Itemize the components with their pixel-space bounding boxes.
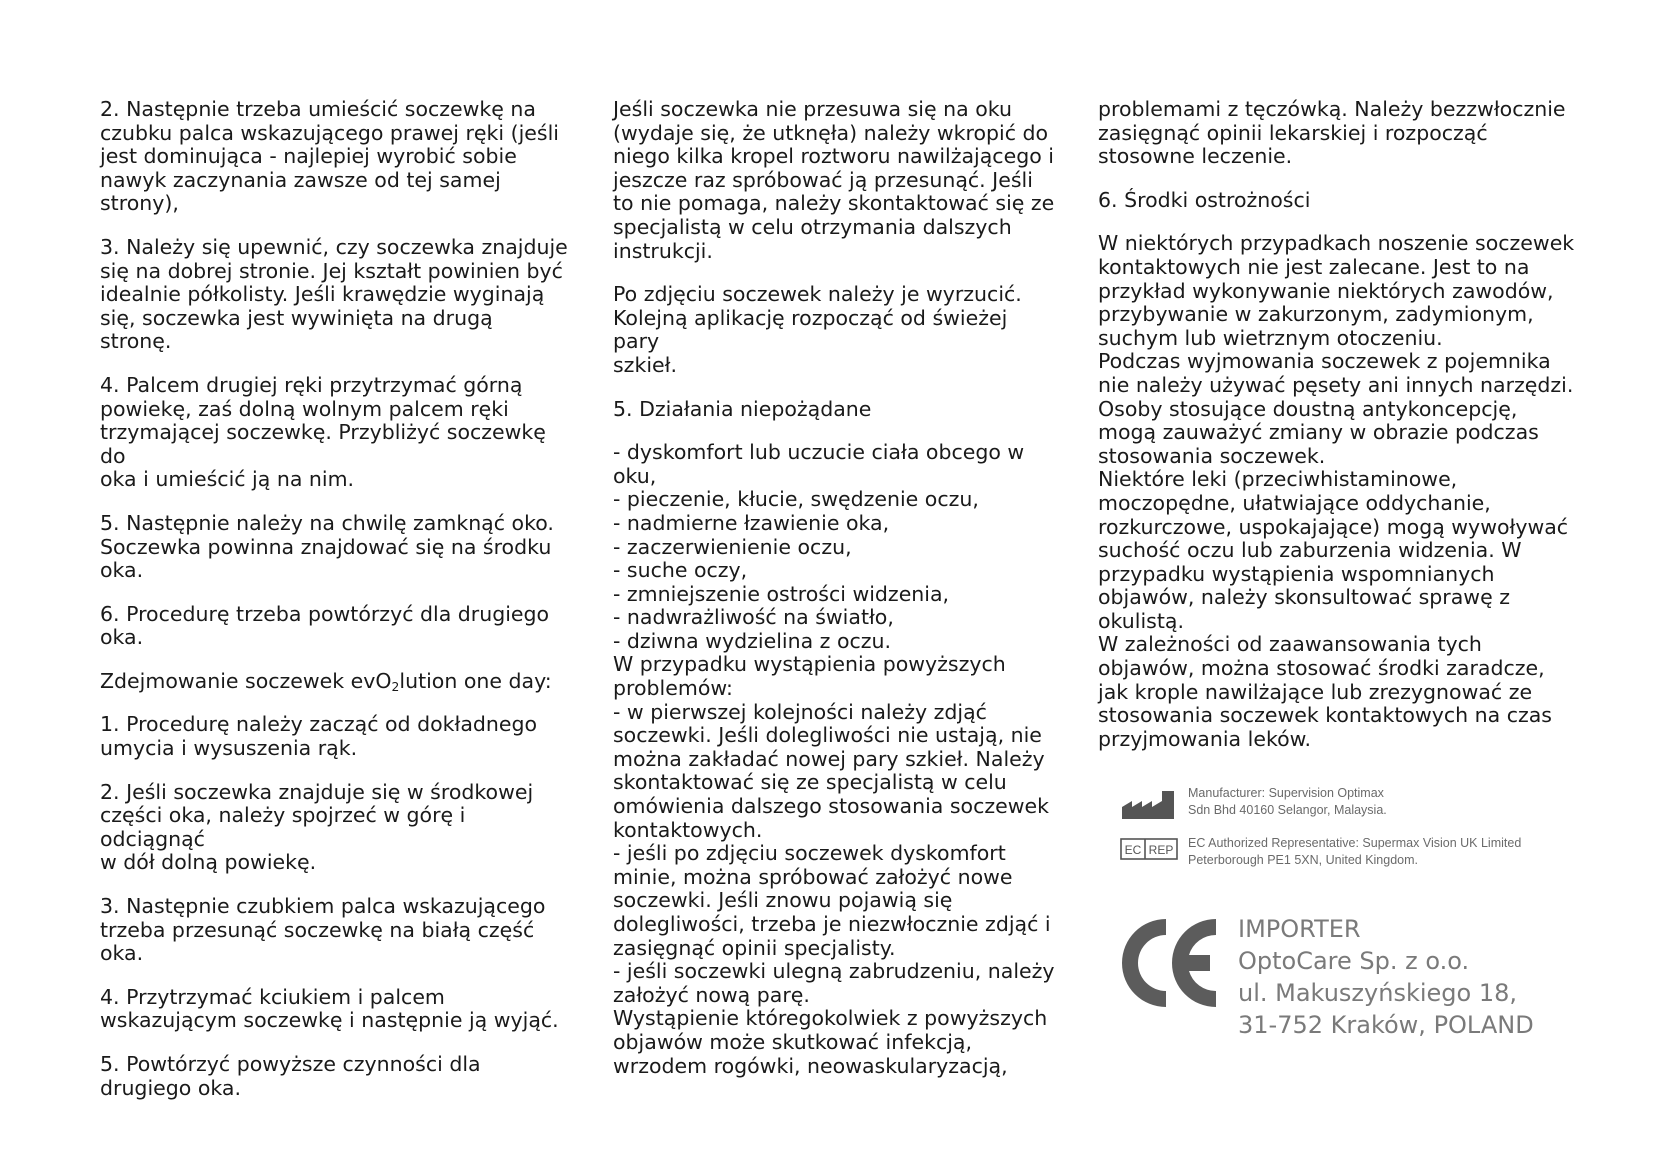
- text-line: W zależności od zaawansowania tych: [1098, 632, 1482, 657]
- text-line: - jeśli soczewki ulegną zabrudzeniu, należy: [613, 959, 1055, 984]
- text-line: moczopędne, ułatwiające oddychanie,: [1098, 490, 1491, 515]
- text-line: Po zdjęciu soczewek należy je wyrzucić.: [613, 282, 1022, 307]
- text-line: nawyk zaczynania zawsze od tej samej: [100, 167, 501, 192]
- text-line: 3. Należy się upewnić, czy soczewka znajduje: [100, 234, 568, 259]
- text-line: - suche oczy,: [613, 558, 748, 583]
- text-line: oku,: [613, 463, 657, 488]
- text-line: się, soczewka jest wywinięta na drugą stronę.: [100, 305, 493, 354]
- paragraph: [100, 713, 570, 760]
- text-line: - dziwna wydzielina z oczu.: [613, 628, 892, 653]
- text-line: nie należy używać pęsety ani innych narzędzi.: [1098, 372, 1574, 397]
- text-line: Sdn Bhd 40160 Selangor, Malaysia.: [1188, 803, 1387, 817]
- paragraph: [100, 986, 570, 1033]
- text-line: to nie pomaga, należy skontaktować się ze: [613, 191, 1055, 216]
- ec-label: EC: [1124, 843, 1142, 857]
- paragraph: [613, 283, 1058, 377]
- paragraph: [100, 512, 570, 583]
- text-line: IMPORTER: [1238, 915, 1361, 943]
- text-line: oka i umieścić ją na nim.: [100, 467, 355, 492]
- rep-label: REP: [1148, 843, 1174, 857]
- paragraph: [100, 374, 570, 492]
- paragraph: [100, 236, 570, 354]
- text-line: 2. Jeśli soczewka znajduje się w środkowej: [100, 779, 534, 804]
- text-line: szkieł.: [613, 352, 677, 377]
- text-line: instrukcji.: [613, 238, 713, 263]
- text-line: objawów, można stosować środki zaradcze,: [1098, 656, 1545, 681]
- text-line: specjalistą w celu otrzymania dalszych: [613, 214, 1012, 239]
- text-line: przykład wykonywanie niektórych zawodów,: [1098, 278, 1554, 303]
- text-line: soczewki. Jeśli znowu pojawią się: [613, 888, 953, 913]
- text-line: niego kilka kropel roztworu nawilżającego i: [613, 144, 1054, 169]
- text-line: Jeśli soczewka nie przesuwa się na oku: [613, 97, 1012, 121]
- text-line: rozkurczowe, uspokajające) mogą wywoływać: [1098, 514, 1569, 539]
- text-line: wrzodem rogówki, neowaskularyzacją,: [613, 1053, 1008, 1078]
- text-line: przybywanie w zakurzonym, zadymionym,: [1098, 302, 1534, 327]
- text-line: omówienia dalszego stosowania soczewek: [613, 794, 1049, 819]
- text-line: 2. Następnie trzeba umieścić soczewkę na: [100, 97, 536, 121]
- text-line: dolegliwości, trzeba je niezwłocznie zdjąć i: [613, 912, 1051, 936]
- text-line: - zaczerwienienie oczu,: [613, 534, 852, 559]
- text-line: Peterborough PE1 5XN, United Kingdom.: [1188, 853, 1418, 867]
- text-line: umycia i wysuszenia rąk.: [100, 736, 358, 761]
- text-line: 5. Następnie należy na chwilę zamknąć oko.: [100, 510, 554, 535]
- text-line: - jeśli po zdjęciu soczewek dyskomfort: [613, 841, 1006, 866]
- ec-rep-icon: [1120, 837, 1178, 861]
- column-3: [1098, 98, 1578, 751]
- text-line: przyjmowania leków.: [1098, 726, 1312, 751]
- paragraph: [1098, 98, 1578, 169]
- text-line: strony),: [100, 191, 179, 216]
- text-line: drugiego oka.: [100, 1075, 241, 1100]
- manufacturer-text: [1188, 785, 1588, 819]
- importer-address: [1238, 913, 1534, 1041]
- text-line: okulistą.: [1098, 608, 1184, 633]
- text-line: części oka, należy spojrzeć w górę i odciągnąć: [100, 803, 466, 851]
- text-line: Manufacturer: Supervision Optimax: [1188, 786, 1384, 800]
- importer-block: [1120, 915, 1540, 1045]
- text-line: jest dominująca - najlepiej wyrobić sobie: [100, 144, 517, 169]
- text-line: 5. Powtórzyć powyższe czynności dla: [100, 1052, 481, 1076]
- paragraph: [100, 98, 570, 216]
- text-line: 3. Następnie czubkiem palca wskazującego: [100, 894, 546, 919]
- text-line: stosowania soczewek.: [1098, 443, 1326, 468]
- text-line: 31-752 Kraków, POLAND: [1238, 1011, 1534, 1039]
- text-line: 1. Procedurę należy zacząć od dokładnego: [100, 712, 538, 737]
- text-line: - nadwrażliwość na światło,: [613, 605, 894, 630]
- text-line: suchość oczu lub zaburzenia widzenia. W: [1098, 538, 1522, 563]
- text-line: stosowania soczewek kontaktowych na czas: [1098, 703, 1552, 728]
- text-line: objawów może skutkować infekcją,: [613, 1029, 972, 1054]
- section-heading-precautions: 6. Środki ostrożności: [1098, 187, 1311, 212]
- text-line: 4. Przytrzymać kciukiem i palcem: [100, 984, 445, 1009]
- text-line: OptoCare Sp. z o.o.: [1238, 947, 1470, 975]
- text-line: minie, można spróbować założyć nowe: [613, 864, 1013, 889]
- paragraph: [100, 603, 570, 650]
- text-line: oka.: [100, 625, 144, 650]
- factory-icon: [1120, 787, 1178, 821]
- paragraph: [100, 895, 570, 966]
- paragraph: [613, 98, 1058, 263]
- text-line: skontaktować się ze specjalistą w celu: [613, 770, 1007, 795]
- text-line: mogą zauważyć zmiany w obrazie podczas: [1098, 420, 1539, 445]
- text-line: - pieczenie, kłucie, swędzenie oczu,: [613, 487, 979, 512]
- text-line: Soczewka powinna znajdować się na środku: [100, 534, 552, 559]
- section-heading-removal: Zdejmowanie soczewek evO$_2$lution one day:: [100, 668, 552, 694]
- text-line: przypadku wystąpienia wspomnianych: [1098, 561, 1495, 586]
- text-line: wskazującym soczewkę i następnie ją wyjąć.: [100, 1008, 559, 1033]
- text-line: stosowne leczenie.: [1098, 144, 1293, 169]
- text-line: Wystąpienie któregokolwiek z powyższych: [613, 1006, 1048, 1031]
- text-line: powiekę, zaś dolną wolnym palcem ręki: [100, 396, 509, 421]
- text-line: problemów:: [613, 676, 733, 701]
- text-line: kontaktowych nie jest zalecane. Jest to na: [1098, 254, 1530, 279]
- paragraph: [100, 1053, 570, 1100]
- text-line: problemami z tęczówką. Należy bezzwłocznie: [1098, 97, 1566, 121]
- text-line: EC Authorized Representative: Supermax Vision UK Limited: [1188, 836, 1522, 850]
- text-line: czubku palca wskazującego prawej ręki (jeśli: [100, 120, 559, 145]
- text-line: jak krople nawilżające lub zrezygnować ze: [1098, 679, 1533, 704]
- text-line: W niektórych przypadkach noszenie soczewek: [1098, 231, 1575, 256]
- text-line: zasięgnąć opinii specjalisty.: [613, 935, 896, 960]
- text-line: suchym lub wietrznym otoczeniu.: [1098, 325, 1443, 350]
- text-line: objawów, należy skonsultować sprawę z: [1098, 585, 1510, 610]
- text-line: zasięgnąć opinii lekarskiej i rozpocząć: [1098, 120, 1488, 145]
- text-line: jeszcze raz spróbować ją przesunąć. Jeśli: [613, 167, 1033, 192]
- text-line: się na dobrej stronie. Jej kształt powinien być: [100, 258, 563, 283]
- paragraph: [100, 781, 570, 875]
- column-1: [100, 98, 570, 1120]
- text-line: (wydaje się, że utknęła) należy wkropić do: [613, 120, 1049, 145]
- text-line: ul. Makuszyńskiego 18,: [1238, 979, 1517, 1007]
- text-line: idealnie półkolisty. Jeśli krawędzie wyginają: [100, 282, 545, 307]
- text-line: Kolejną aplikację rozpocząć od świeżej pary: [613, 305, 1008, 354]
- text-line: - zmniejszenie ostrości widzenia,: [613, 581, 950, 606]
- section-heading-side-effects: 5. Działania niepożądane: [613, 396, 872, 421]
- text-line: oka.: [100, 558, 144, 583]
- text-line: 6. Procedurę trzeba powtórzyć dla drugiego: [100, 601, 550, 626]
- text-line: trzeba przesunąć soczewkę na białą część: [100, 917, 535, 942]
- ce-mark-icon: [1120, 915, 1220, 1011]
- paragraph: [613, 441, 1058, 1078]
- text-line: - dyskomfort lub uczucie ciała obcego w: [613, 440, 1025, 465]
- text-line: Niektóre leki (przeciwhistaminowe,: [1098, 467, 1458, 492]
- column-2: [613, 98, 1058, 1078]
- text-line: Osoby stosujące doustną antykoncepcję,: [1098, 396, 1518, 421]
- text-line: w dół dolną powiekę.: [100, 850, 317, 875]
- text-line: założyć nową parę.: [613, 982, 810, 1007]
- ec-rep-text: [1188, 835, 1588, 869]
- paragraph: [1098, 232, 1578, 751]
- text-line: Podczas wyjmowania soczewek z pojemnika: [1098, 349, 1551, 374]
- text-line: kontaktowych.: [613, 817, 763, 842]
- text-line: 4. Palcem drugiej ręki przytrzymać górną: [100, 372, 523, 397]
- text-line: soczewki. Jeśli dolegliwości nie ustają, nie: [613, 723, 1042, 748]
- text-line: trzymającej soczewkę. Przybliżyć soczewkę do: [100, 420, 546, 468]
- text-line: można zakładać nowej pary szkieł. Należy: [613, 746, 1045, 771]
- text-line: - w pierwszej kolejności należy zdjąć: [613, 699, 987, 724]
- text-line: - nadmierne łzawienie oka,: [613, 510, 890, 535]
- text-line: oka.: [100, 941, 144, 966]
- text-line: W przypadku wystąpienia powyższych: [613, 652, 1006, 677]
